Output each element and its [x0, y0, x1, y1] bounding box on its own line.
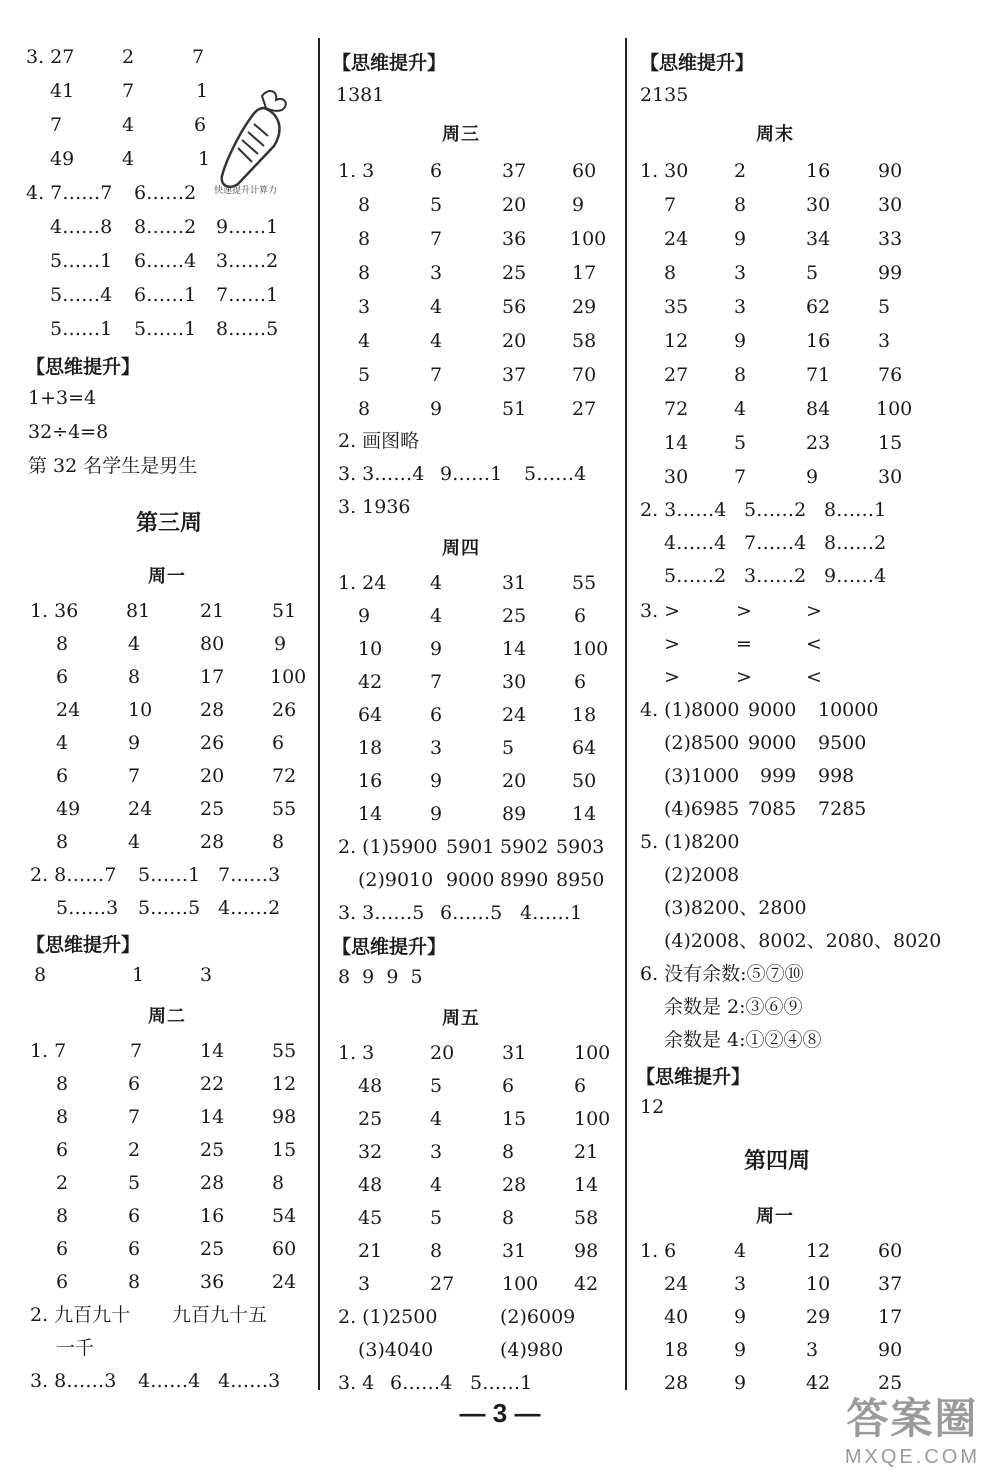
- thinking-boost-heading: 【思维提升】: [26, 356, 141, 378]
- week-title: 第三周: [136, 510, 203, 536]
- carrot-caption: 快速提升计算力: [214, 186, 278, 196]
- page-number: — 3 —: [459, 1398, 541, 1428]
- day-title: 周五: [442, 1008, 480, 1029]
- day-title: 周末: [756, 124, 794, 145]
- day-title: 周一: [756, 1206, 794, 1227]
- week-title: 第四周: [744, 1148, 811, 1174]
- carrot-illustration: [212, 88, 292, 207]
- column-divider-left: [318, 38, 320, 1390]
- thinking-boost-heading: 【思维提升】: [26, 934, 141, 956]
- day-title: 周三: [442, 124, 480, 145]
- watermark-url: MXQE.COM: [844, 1446, 980, 1468]
- day-title: 周四: [442, 538, 480, 559]
- day-title: 周一: [148, 566, 186, 587]
- day-title: 周二: [148, 1006, 186, 1027]
- thinking-boost-heading: 【思维提升】: [332, 936, 447, 958]
- watermark-logo: [845, 1386, 980, 1469]
- thinking-boost-heading: 【思维提升】: [636, 1066, 751, 1088]
- thinking-boost-heading: 【思维提升】: [332, 52, 447, 74]
- watermark-brand: 答案圈: [846, 1395, 979, 1442]
- thinking-boost-heading: 【思维提升】: [640, 52, 755, 74]
- column-divider-right: [625, 38, 627, 1390]
